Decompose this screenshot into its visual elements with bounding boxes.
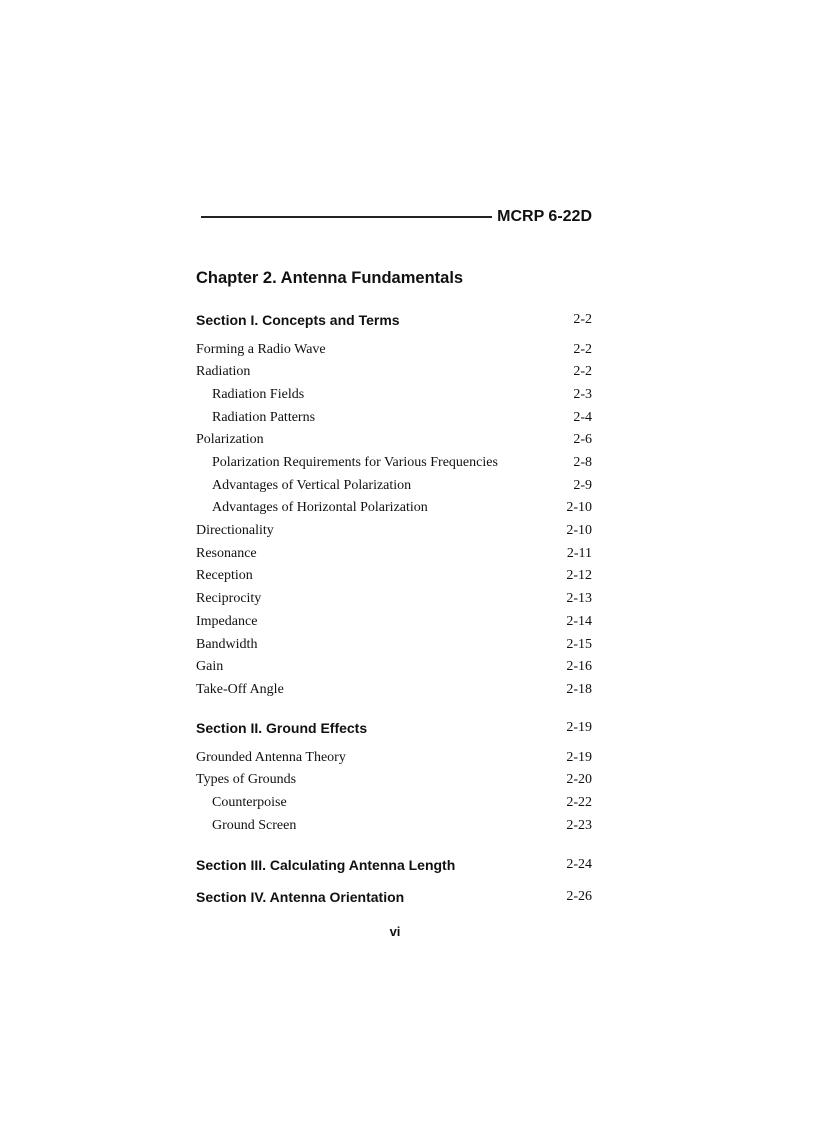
entry-title: Reciprocity [196,591,262,607]
toc-entry[interactable] [196,523,592,546]
entry-page: 2-3 [573,386,592,402]
toc-entry-list [196,750,592,841]
entry-title: Directionality [196,523,274,539]
entry-title: Reception [196,568,253,584]
entry-page: 2-14 [566,613,592,629]
entry-title: Advantages of Horizontal Polarization [212,500,428,516]
toc-entry[interactable] [196,410,592,433]
toc-entry[interactable] [196,364,592,387]
entry-title: Radiation Fields [212,386,305,402]
entry-title: Radiation Patterns [212,409,316,425]
toc-entry[interactable] [196,750,592,773]
entry-title: Resonance [196,545,257,561]
toc-section-heading[interactable] [196,854,592,876]
entry-page: 2-23 [566,817,592,833]
entry-page: 2-9 [573,477,592,493]
entry-page: 2-11 [566,545,592,561]
toc-entry[interactable] [196,546,592,569]
entry-page: 2-8 [573,455,592,471]
toc-entry[interactable] [196,682,592,705]
entry-page: 2-6 [573,432,592,448]
entry-title: Radiation [196,364,251,380]
section-title: Section I. Concepts and Terms [196,312,400,328]
toc-entry[interactable] [196,614,592,637]
entry-title: Ground Screen [212,817,297,833]
section-page: 2-24 [566,857,592,872]
header-rule [201,216,492,218]
toc-entry[interactable] [196,455,592,478]
entry-title: Take-Off Angle [196,681,284,697]
toc-entry[interactable] [196,568,592,591]
section-page: 2-19 [566,720,592,735]
entry-title: Polarization [196,432,264,448]
entry-title: Grounded Antenna Theory [196,749,346,765]
toc-entry[interactable] [196,795,592,818]
chapter-title: Chapter 2. Antenna Fundamentals [196,269,464,287]
toc-entry[interactable] [196,637,592,660]
entry-page: 2-16 [566,659,592,675]
section-page: 2-26 [566,889,592,904]
toc-entry[interactable] [196,478,592,501]
toc-section-heading[interactable] [196,886,592,908]
entry-title: Polarization Requirements for Various Frequencies [212,455,498,471]
entry-page: 2-12 [566,568,592,584]
entry-page: 2-15 [566,636,592,652]
toc-entry[interactable] [196,432,592,455]
toc-section-heading[interactable] [196,717,592,739]
section-title: Section IV. Antenna Orientation [196,889,405,905]
entry-page: 2-2 [573,341,592,357]
toc-entry[interactable] [196,818,592,841]
section-title: Section II. Ground Effects [196,720,368,736]
toc-entry-list [196,342,592,705]
entry-page: 2-20 [566,772,592,788]
toc-section-heading[interactable] [196,309,592,331]
toc-entry[interactable] [196,772,592,795]
section-page: 2-2 [573,312,592,327]
entry-page: 2-10 [566,523,592,539]
entry-title: Types of Grounds [196,772,297,788]
entry-page: 2-18 [566,681,592,697]
toc-entry[interactable] [196,342,592,365]
entry-page: 2-13 [566,591,592,607]
toc-entry[interactable] [196,659,592,682]
entry-title: Advantages of Vertical Polarization [212,477,412,493]
entry-page: 2-2 [573,364,592,380]
entry-title: Forming a Radio Wave [196,341,326,357]
entry-title: Impedance [196,613,258,629]
section-title: Section III. Calculating Antenna Length [196,857,456,873]
toc-entry[interactable] [196,591,592,614]
page-number: vi [389,924,401,939]
entry-page: 2-22 [566,794,592,810]
entry-page: 2-19 [566,749,592,765]
entry-title: Gain [196,659,224,675]
entry-page: 2-10 [566,500,592,516]
toc-entry[interactable] [196,500,592,523]
document-code: MCRP 6-22D [497,208,592,225]
running-header [201,207,592,227]
entry-title: Bandwidth [196,636,258,652]
entry-title: Counterpoise [212,794,287,810]
toc-entry[interactable] [196,387,592,410]
entry-page: 2-4 [573,409,592,425]
